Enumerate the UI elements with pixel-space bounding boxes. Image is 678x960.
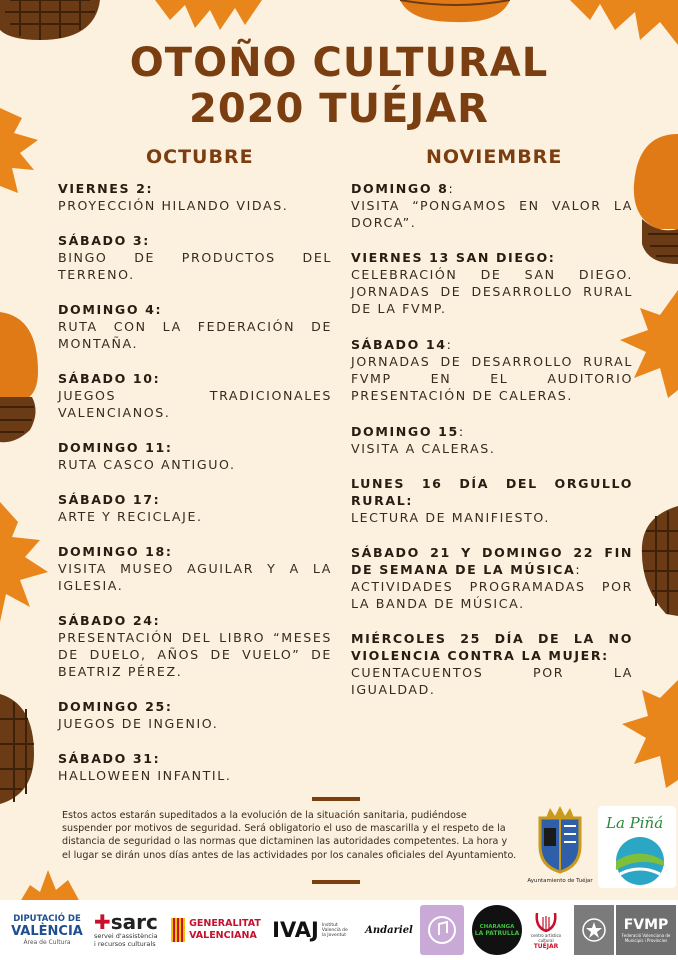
october-header: OCTUBRE xyxy=(146,146,254,168)
event-body: ARTE Y RECICLAJE. xyxy=(58,509,203,524)
november-events xyxy=(351,180,633,716)
poster-title-line2: 2020 TUÉJAR xyxy=(189,86,489,132)
event-item xyxy=(58,612,332,680)
event-heading: DOMINGO 11: xyxy=(58,440,173,455)
event-item xyxy=(351,249,633,317)
event-item xyxy=(351,630,633,698)
poster-title-line1: OTOÑO CULTURAL xyxy=(129,40,549,86)
event-heading: SÁBADO 3: xyxy=(58,233,150,248)
event-heading: SÁBADO 24: xyxy=(58,613,161,628)
acorn-top-left-icon xyxy=(0,0,110,44)
acorn-left-1-icon xyxy=(0,312,42,444)
la-pina-emblem-icon xyxy=(612,836,668,886)
event-item xyxy=(351,544,633,612)
acorn-top-center-icon xyxy=(400,0,510,24)
event-heading: SÁBADO 21 Y DOMINGO 22 FIN DE SEMANA DE LA MÚSICA: xyxy=(351,545,633,577)
divider-top xyxy=(312,797,360,801)
event-body: VISITA MUSEO AGUILAR Y A LA IGLESIA. xyxy=(58,561,332,593)
event-body: BINGO DE PRODUCTOS DEL TERRENO. xyxy=(58,250,332,282)
event-heading: SÁBADO 14: xyxy=(351,337,453,352)
generalitat-logo: GENERALITAT VALENCIANA xyxy=(166,905,266,955)
event-heading: LUNES 16 DÍA DEL ORGULLO RURAL: xyxy=(351,476,633,508)
november-header: NOVIEMBRE xyxy=(426,146,563,168)
event-item xyxy=(351,475,633,526)
music-school-logo xyxy=(420,905,464,955)
event-heading: MIÉRCOLES 25 DÍA DE LA NO VIOLENCIA CONTRA LA MUJER: xyxy=(351,631,633,663)
event-body: RUTA CON LA FEDERACIÓN DE MONTAÑA. xyxy=(58,319,332,351)
event-item xyxy=(58,439,332,473)
divider-bottom xyxy=(312,880,360,884)
andariel-logo: Andariel xyxy=(365,924,413,936)
event-heading: DOMINGO 8: xyxy=(351,181,455,196)
event-body: JUEGOS DE INGENIO. xyxy=(58,716,219,731)
diputacio-logo: DIPUTACIÓ DE VALÈNCIA Àrea de Cultura xyxy=(11,914,83,946)
acorn-right-1-icon xyxy=(628,134,678,264)
acorn-right-2-icon xyxy=(636,506,678,616)
ayuntamiento-logo xyxy=(524,806,596,888)
event-heading: SÁBADO 31: xyxy=(58,751,161,766)
event-heading: VIERNES 13 SAN DIEGO: xyxy=(351,250,556,265)
october-events xyxy=(58,180,332,802)
acorn-left-2-icon xyxy=(0,694,38,814)
maple-leaf-left-2-icon xyxy=(0,502,50,622)
event-item xyxy=(58,232,332,283)
event-body: CUENTACUENTOS POR LA IGUALDAD. xyxy=(351,665,633,697)
event-body: VISITA A CALERAS. xyxy=(351,441,496,456)
event-heading: DOMINGO 4: xyxy=(58,302,163,317)
event-body: CELEBRACIÓN DE SAN DIEGO. JORNADAS DE DESARROLLO RURAL DE LA FVMP. xyxy=(351,267,633,316)
centro-cultural-logo: centro artístico cultural TUÉJAR xyxy=(526,905,566,955)
music-note-icon xyxy=(427,915,457,945)
star-emblem-icon xyxy=(580,916,608,944)
event-body: PRESENTACIÓN DEL LIBRO “MESES DE DUELO, AÑOS DE VUELO” DE BEATRIZ PÉREZ. xyxy=(58,630,332,679)
sarc-logo: ✚sarc servei d'assistència i recursos culturals xyxy=(94,910,158,948)
event-heading: DOMINGO 25: xyxy=(58,699,173,714)
event-item xyxy=(351,336,633,404)
senyera-icon xyxy=(171,918,185,942)
event-item xyxy=(58,180,332,214)
event-item xyxy=(351,423,633,457)
event-item xyxy=(58,301,332,352)
ayuntamiento-label: Ayuntamiento de Tuéjar xyxy=(527,878,593,884)
event-heading: DOMINGO 18: xyxy=(58,544,173,559)
event-body: JORNADAS DE DESARROLLO RURAL FVMP EN EL AUDITORIO PRESENTACIÓN DE CALERAS. xyxy=(351,354,633,403)
event-item xyxy=(58,543,332,594)
event-item xyxy=(58,370,332,421)
la-pina-logo xyxy=(598,806,676,888)
emblem-logo xyxy=(574,905,614,955)
disclaimer-text: Estos actos estarán supeditados a la evolución de la situación sanitaria, pudiéndose suspender por motivos de seguridad. Será obligatorio el uso de mascarilla y el respeto de la distancia de seguridad o las normas que dictaminen las autoridades competentes. La hora y el lugar se dirán unos días antes de las actividades por los canales oficiales del Ayuntamiento. xyxy=(62,810,517,861)
event-item xyxy=(58,750,332,784)
fvmp-logo: FVMP Federació Valenciana de Municipis i Províncies xyxy=(616,905,676,955)
event-heading: SÁBADO 17: xyxy=(58,492,161,507)
event-item xyxy=(58,698,332,732)
event-body: VISITA “PONGAMOS EN VALOR LA DORCA”. xyxy=(351,198,633,230)
event-body: LECTURA DE MANIFIESTO. xyxy=(351,510,551,525)
coat-of-arms-icon xyxy=(530,806,590,874)
maple-leaf-top-icon xyxy=(150,0,265,40)
event-body: JUEGOS TRADICIONALES VALENCIANOS. xyxy=(58,388,332,420)
event-heading: VIERNES 2: xyxy=(58,181,154,196)
event-body: HALLOWEEN INFANTIL. xyxy=(58,768,232,783)
ivaj-logo: IVAJ Institut Valencià de la Joventut xyxy=(272,918,348,942)
event-body: RUTA CASCO ANTIGUO. xyxy=(58,457,236,472)
lyre-icon xyxy=(533,911,559,933)
charanga-logo: CHARANGA LA PATRULLA xyxy=(472,905,522,955)
maple-leaf-bottom-left-icon xyxy=(20,870,80,902)
event-item xyxy=(351,180,633,231)
la-pina-wordmark: La Piñá xyxy=(606,814,664,832)
event-body: PROYECCIÓN HILANDO VIDAS. xyxy=(58,198,289,213)
event-heading: SÁBADO 10: xyxy=(58,371,161,386)
event-heading: DOMINGO 15: xyxy=(351,424,465,439)
event-body: ACTIVIDADES PROGRAMADAS POR LA BANDA DE MÚSICA. xyxy=(351,579,633,611)
event-item xyxy=(58,491,332,525)
